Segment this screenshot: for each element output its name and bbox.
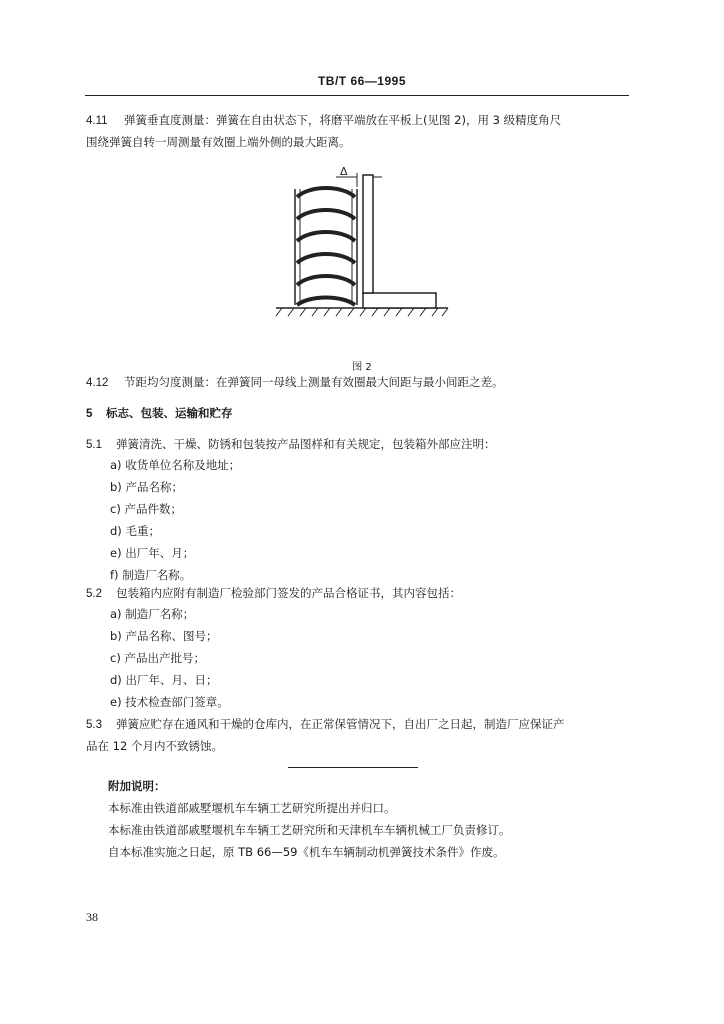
list-item: e) 技术检查部门签章。 <box>110 695 229 709</box>
section-5-2-text: 包装箱内应附有制造厂检验部门签发的产品合格证书，其内容包括： <box>116 586 461 600</box>
list-item: b) 产品名称； <box>110 480 183 494</box>
section-5-heading <box>86 405 233 422</box>
section-5-1-text: 弹簧清洗、干燥、防锈和包装按产品图样和有关规定，包装箱外部应注明： <box>116 437 496 451</box>
list-item: c) 产品件数； <box>110 502 182 516</box>
page-number: 38 <box>86 910 98 924</box>
section-number: 4.12 <box>86 377 109 389</box>
section-5-1 <box>86 436 496 453</box>
section-number: 4.11 <box>86 115 108 127</box>
list-item: d) 毛重； <box>110 524 160 538</box>
list-item: a) 收货单位名称及地址； <box>110 458 241 472</box>
figure-caption: 图 2 <box>352 362 372 373</box>
list-item: c) 产品出产批号； <box>110 651 205 665</box>
section-number: 5.1 <box>86 439 102 451</box>
list-item: f) 制造厂名称。 <box>110 568 192 582</box>
section-5-3-line2: 品在 12 个月内不致锈蚀。 <box>86 739 223 753</box>
appendix-line: 本标准由铁道部戚墅堰机车车辆工艺研究所提出并归口。 <box>108 801 396 815</box>
section-4-12 <box>86 374 504 391</box>
figure-2-diagram <box>270 165 460 325</box>
dimension-label: Δ <box>340 165 348 178</box>
appendix-line: 自本标准实施之日起，原 TB 66—59《机车车辆制动机弹簧技术条件》作废。 <box>108 845 505 859</box>
section-number: 5.2 <box>86 588 102 600</box>
header-rule <box>85 95 629 96</box>
list-item: e) 出厂年、月； <box>110 546 195 560</box>
section-4-11-line2: 围绕弹簧自转一周测量有效圈上端外侧的最大距离。 <box>86 135 351 149</box>
section-5-title: 标志、包装、运输和贮存 <box>106 406 233 420</box>
section-4-12-text: 节距均匀度测量：在弹簧同一母线上测量有效圈最大间距与最小间距之差。 <box>124 375 504 389</box>
list-item: d) 出厂年、月、日； <box>110 673 218 687</box>
section-5-3-line1: 弹簧应贮存在通风和干燥的仓库内，在正常保管情况下，自出厂之日起，制造厂应保证产 <box>116 717 565 731</box>
list-item: a) 制造厂名称； <box>110 607 195 621</box>
section-5-2 <box>86 585 461 602</box>
section-number: 5.3 <box>86 719 102 731</box>
section-4-11-line1: 弹簧垂直度测量：弹簧在自由状态下，将磨平端放在平板上(见图 2)，用 3 级精度角尺 <box>124 113 562 127</box>
section-4-11 <box>86 112 561 129</box>
list-item: b) 产品名称、图号； <box>110 629 218 643</box>
appendix-rule <box>288 767 418 768</box>
section-number: 5 <box>86 408 93 420</box>
page-header: TB/T 66—1995 <box>317 74 407 88</box>
section-5-3 <box>86 716 565 733</box>
appendix-line: 本标准由铁道部戚墅堰机车车辆工艺研究所和天津机车车辆机械工厂负责修订。 <box>108 823 511 837</box>
appendix-title: 附加说明： <box>108 779 166 793</box>
